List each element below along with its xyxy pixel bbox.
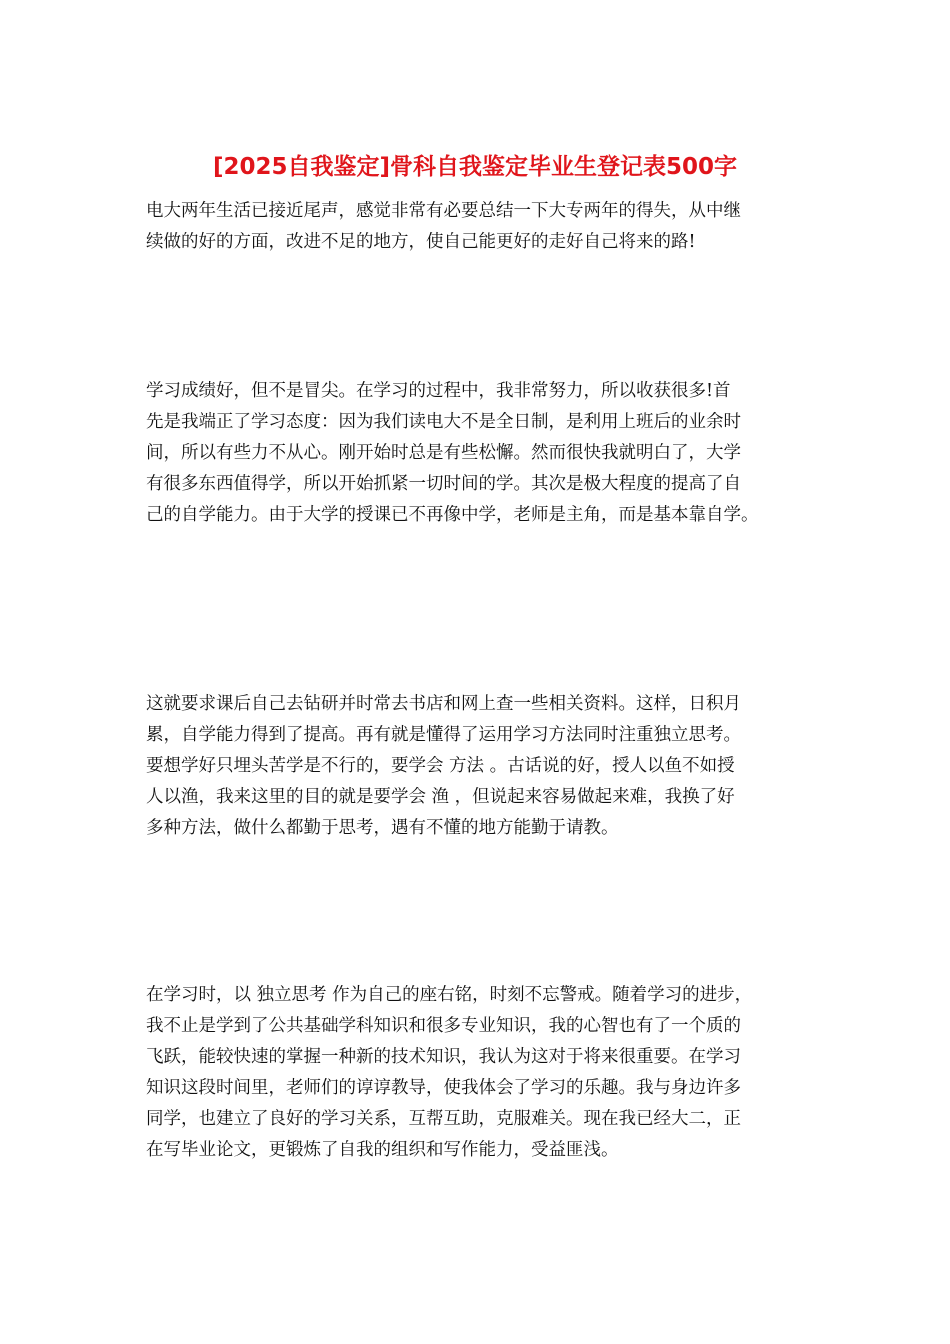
paragraph-line: 这就要求课后自己去钻研并时常去书店和网上查一些相关资料。这样，日积月 xyxy=(146,694,741,714)
paragraph-line: 先是我端正了学习态度：因为我们读电大不是全日制，是利用上班后的业余时 xyxy=(146,412,741,432)
paragraph-line: 己的自学能力。由于大学的授课已不再像中学，老师是主角，而是基本靠自学。 xyxy=(146,505,759,525)
paragraph-intro xyxy=(146,196,816,258)
paragraph-line: 续做的好的方面，改进不足的地方，使自己能更好的走好自己将来的路! xyxy=(146,232,696,252)
paragraph-line: 多种方法，做什么都勤于思考，遇有不懂的地方能勤于请教。 xyxy=(146,818,619,838)
paragraph-line: 要想学好只埋头苦学是不行的，要学会 方法 。古话说的好，授人以鱼不如授 xyxy=(146,756,735,776)
paragraph-line: 在写毕业论文，更锻炼了自我的组织和写作能力，受益匪浅。 xyxy=(146,1140,619,1160)
paragraph-line: 知识这段时间里，老师们的谆谆教导，使我体会了学习的乐趣。我与身边许多 xyxy=(146,1078,741,1098)
paragraph-line: 飞跃，能较快速的掌握一种新的技术知识，我认为这对于将来很重要。在学习 xyxy=(146,1047,741,1067)
paragraph-line: 学习成绩好，但不是冒尖。在学习的过程中，我非常努力，所以收获很多!首 xyxy=(146,381,731,401)
paragraph-line: 同学，也建立了良好的学习关系，互帮互助，克服难关。现在我已经大二，正 xyxy=(146,1109,741,1129)
paragraph-line: 电大两年生活已接近尾声，感觉非常有必要总结一下大专两年的得失，从中继 xyxy=(146,201,741,221)
paragraph-line: 间，所以有些力不从心。刚开始时总是有些松懈。然而很快我就明白了，大学 xyxy=(146,443,741,463)
paragraph-line: 在学习时，以 独立思考 作为自己的座右铭，时刻不忘警戒。随着学习的进步， xyxy=(146,985,753,1005)
paragraph-line: 有很多东西值得学，所以开始抓紧一切时间的学。其次是极大程度的提高了自 xyxy=(146,474,741,494)
paragraph-self-study xyxy=(146,689,816,844)
paragraph-line: 我不止是学到了公共基础学科知识和很多专业知识，我的心智也有了一个质的 xyxy=(146,1016,741,1036)
paragraph-line: 人以渔，我来这里的目的就是要学会 渔 ，但说起来容易做起来难，我换了好 xyxy=(146,787,735,807)
paragraph-line: 累，自学能力得到了提高。再有就是懂得了运用学习方法同时注重独立思考。 xyxy=(146,725,741,745)
paragraph-independent-thinking xyxy=(146,980,816,1166)
paragraph-study-performance xyxy=(146,376,816,531)
document-title: [2025自我鉴定]骨科自我鉴定毕业生登记表500字 xyxy=(212,154,738,180)
